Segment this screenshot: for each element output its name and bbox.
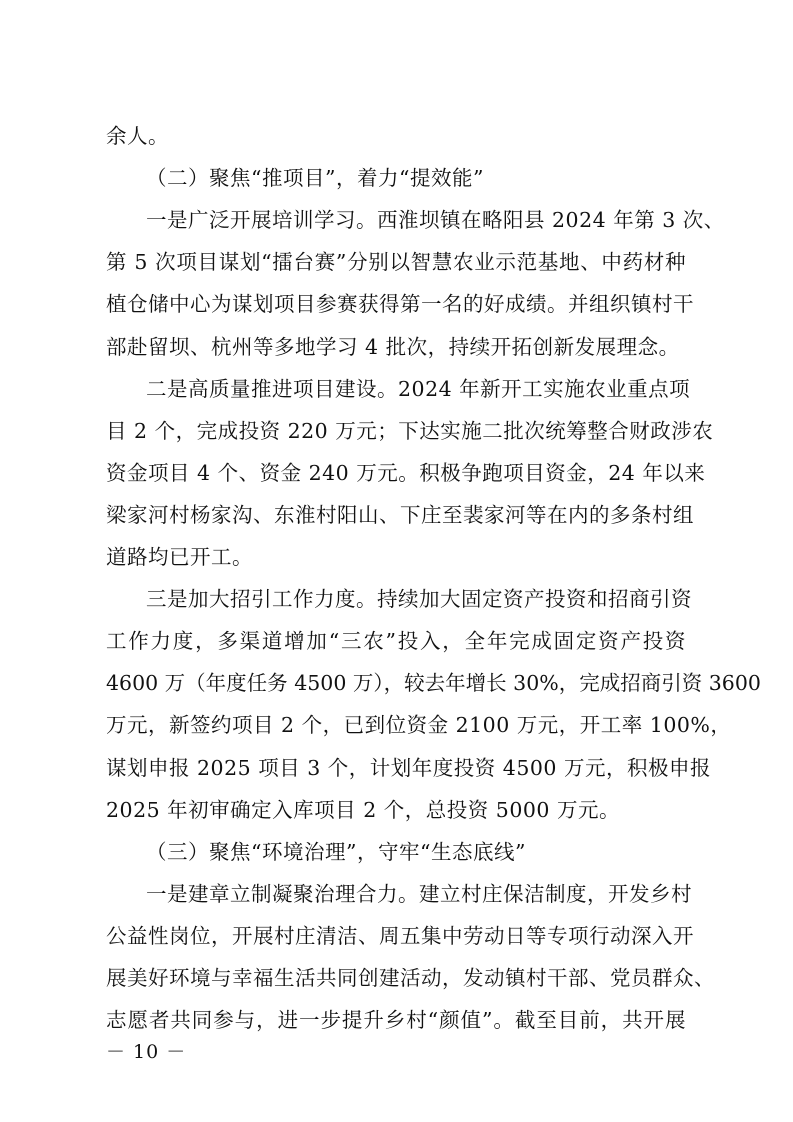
text-line: 资金项目 4 个、资金 240 万元。积极争跑项目资金，24 年以来 [106, 461, 706, 485]
text-line: 万元，新签约项目 2 个，已到位资金 2100 万元，开工率 100%， [106, 713, 732, 737]
text-line: 工作力度，多渠道增加“三农”投入，全年完成固定资产投资 [106, 629, 686, 653]
page-number: － 10 － [106, 1041, 187, 1063]
section-heading: （二）聚焦“推项目”，着力“提效能” [146, 166, 484, 190]
text-line: 2025 年初审确定入库项目 2 个，总投资 5000 万元。 [106, 798, 620, 822]
text-line: 植仓储中心为谋划项目参赛获得第一名的好成绩。并组织镇村干 [106, 292, 694, 316]
text-line: 志愿者共同参与，进一步提升乡村“颜值”。截至目前，共开展 [106, 1008, 686, 1032]
text-line: 谋划申报 2025 项目 3 个，计划年度投资 4500 万元，积极申报 [106, 756, 711, 780]
text-line: 目 2 个，完成投资 220 万元；下达实施二批次统筹整合财政涉农 [106, 419, 714, 443]
text-line: 道路均已开工。 [106, 545, 253, 569]
text-line: 第 5 次项目谋划“擂台赛”分别以智慧农业示范基地、中药材种 [106, 250, 686, 274]
text-line: 公益性岗位，开展村庄清洁、周五集中劳动日等专项行动深入开 [106, 924, 694, 948]
text-line: 二是高质量推进项目建设。2024 年新开工实施农业重点项 [146, 377, 691, 401]
text-line: 梁家河村杨家沟、东淮村阳山、下庄至裴家河等在内的多条村组 [106, 503, 694, 527]
text-line: 三是加大招引工作力度。持续加大固定资产投资和招商引资 [146, 587, 692, 611]
text-line: 余人。 [106, 124, 169, 148]
text-line: 4600 万（年度任务 4500 万），较去年增长 30%，完成招商引资 3600 [106, 671, 761, 695]
text-line: 展美好环境与幸福生活共同创建活动，发动镇村干部、党员群众、 [106, 966, 715, 990]
section-heading: （三）聚焦“环境治理”，守牢“生态底线” [146, 840, 526, 864]
text-line: 一是广泛开展培训学习。西淮坝镇在略阳县 2024 年第 3 次、 [146, 208, 725, 232]
text-line: 部赴留坝、杭州等多地学习 4 批次，持续开拓创新发展理念。 [106, 335, 680, 359]
text-line: 一是建章立制凝聚治理合力。建立村庄保洁制度，开发乡村 [146, 882, 692, 906]
